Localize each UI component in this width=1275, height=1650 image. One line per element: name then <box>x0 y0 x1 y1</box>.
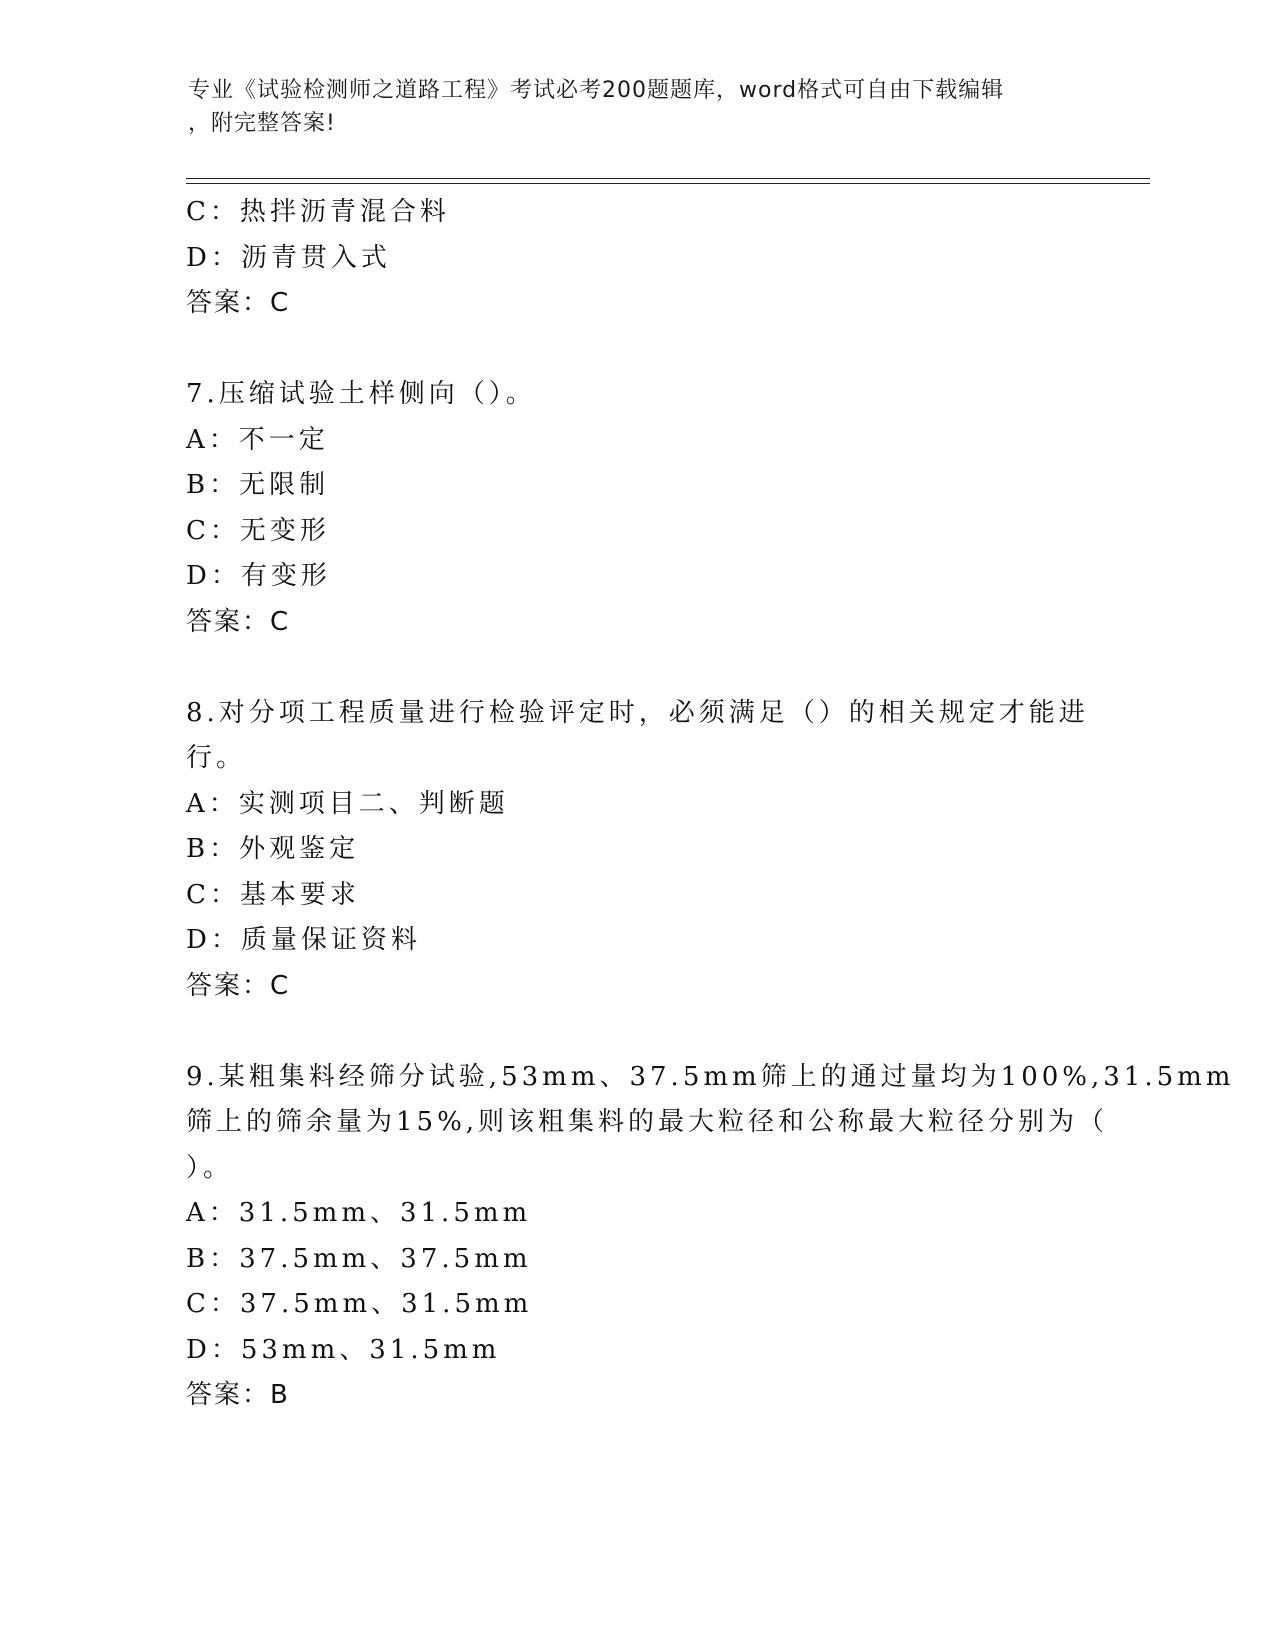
spacer <box>186 327 1086 373</box>
question-6-tail <box>186 190 1086 327</box>
option-a: A：不一定 <box>186 424 329 455</box>
option-b: B：37.5mm、37.5mm <box>186 1243 532 1274</box>
question-8 <box>186 691 1089 1010</box>
question-7 <box>186 372 1086 645</box>
question-9 <box>186 1055 1235 1419</box>
option-c: C：热拌沥青混合料 <box>186 197 450 227</box>
option-d: D：质量保证资料 <box>186 925 421 955</box>
header-divider-top <box>186 178 1150 179</box>
answer-line: 答案：B <box>186 1380 290 1410</box>
question-stem-continued: 筛上的筛余量为15%,则该粗集料的最大粒径和公称最大粒径分别为（ <box>186 1107 1109 1137</box>
option-d: D：有变形 <box>186 561 331 591</box>
header-title-line-1: 专业《试验检测师之道路工程》考试必考200题题库，word格式可自由下载编辑 <box>188 78 1005 103</box>
option-c: C：无变形 <box>186 515 330 546</box>
header-title-line-2: ，附完整答案! <box>188 111 336 136</box>
answer-line: 答案：C <box>186 288 291 318</box>
question-stem: 7.压缩试验土样侧向（）。 <box>186 379 536 409</box>
document-header <box>188 74 1068 140</box>
question-list <box>186 190 1235 1419</box>
option-c: C：基本要求 <box>186 879 360 910</box>
spacer <box>186 645 1086 691</box>
question-stem: 9.某粗集料经筛分试验,53mm、37.5mm筛上的通过量均为100%,31.5mm <box>186 1061 1235 1092</box>
option-a: A：实测项目二、判断题 <box>186 788 509 819</box>
option-c: C：37.5mm、31.5mm <box>186 1289 533 1319</box>
question-stem-continued: 行。 <box>186 743 247 773</box>
question-stem-continued: ）。 <box>186 1152 234 1183</box>
answer-line: 答案：C <box>186 606 291 637</box>
option-d: D：53mm、31.5mm <box>186 1334 501 1365</box>
option-b: B：外观鉴定 <box>186 834 360 864</box>
spacer <box>186 1009 1086 1055</box>
option-d: D：沥青贯入式 <box>186 242 391 273</box>
option-b: B：无限制 <box>186 470 330 500</box>
header-divider-bottom <box>186 183 1150 184</box>
option-a: A：31.5mm、31.5mm <box>186 1198 532 1228</box>
answer-line: 答案：C <box>186 970 291 1001</box>
question-stem: 8.对分项工程质量进行检验评定时，必须满足（）的相关规定才能进 <box>186 697 1089 728</box>
